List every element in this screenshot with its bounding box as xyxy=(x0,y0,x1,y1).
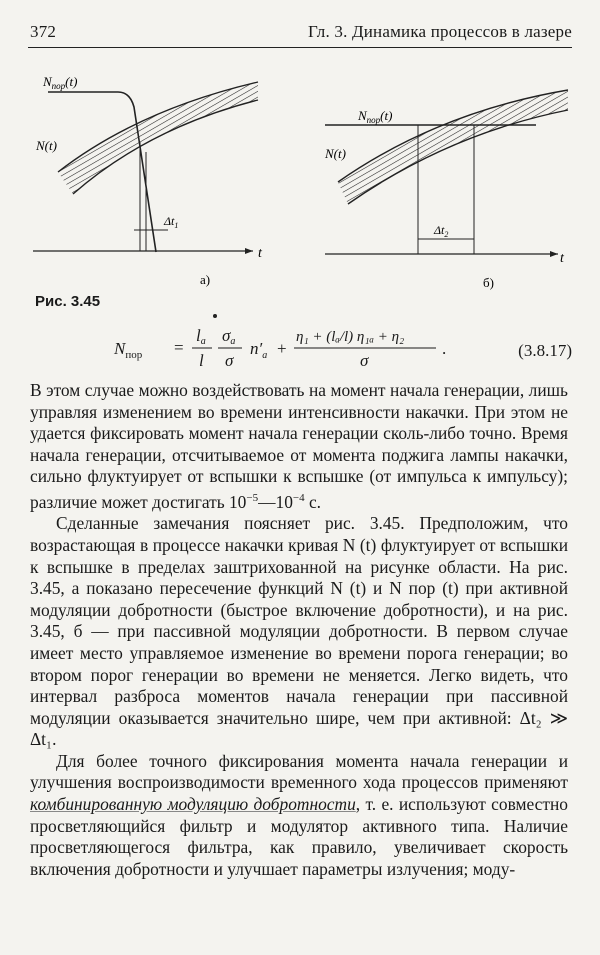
equation-number: (3.8.17) xyxy=(518,341,572,360)
figure-3-45 xyxy=(28,62,573,302)
p1-exp1: −5 xyxy=(246,491,259,504)
p1-text: В этом случае можно воздействовать на момент начала генерации, лишь управляя изменением во времени интенсивности накачки. При этом не удается фиксировать момент начала генерации сколь-либо точно. Время начала генерации, отсчитываемое от момента поджига лампы накачки, сильно флуктуирует от вспышки к вспышке (от импульса к импульсу); различие может достигать 10 xyxy=(30,380,568,512)
figure-svg xyxy=(28,62,573,302)
panel-b xyxy=(324,90,568,290)
paragraph-2: Сделанные замечания поясняет рис. 3.45. Предположим, что возрастающая в процессе накачки кривая N (t) флуктуирует от вспышки к вспышке в пределах заштрихованной на рисунке области. На рис. 3.45, а показано пересечение функций N (t) и N пор (t) при активной модуляции добротности (быстрое включение добротности), и на рис. 3.45, б — при пассивной модуляции добротности. В первом случае имеет место управляемое изменение во времени порога генерации; во втором порог генерации во времени не меняется. Легко видеть, что интервал разброса моментов начала генерации при пассивной модуляции оказывается значительно шире, чем при активной: Δt₂ ≫ Δt₁. xyxy=(30,513,568,750)
panel-a xyxy=(33,74,263,287)
p1-exp2: −4 xyxy=(292,491,305,504)
eq-lhs: $N_{пор}$ xyxy=(114,339,143,361)
equation-svg xyxy=(110,323,530,373)
page-header xyxy=(30,22,572,46)
panel-b-threshold-label: $N_{пор}(t)$ xyxy=(358,108,393,125)
eq-t4-num: η₁ + (lₐ/l) η₁ₐ + η₂ xyxy=(296,329,405,345)
eq-t2-num: σa xyxy=(222,326,236,347)
p1-end: с. xyxy=(304,491,322,512)
panel-a-axis-arrow xyxy=(245,248,253,254)
eq-plus: + xyxy=(277,339,287,358)
eq-t2-den: σ xyxy=(225,351,234,370)
stray-dot xyxy=(213,314,217,318)
panel-b-n-label: N(t) xyxy=(325,146,346,161)
eq-t1-num: la xyxy=(196,326,206,347)
panel-a-interval-label: $\Delta t_1$ xyxy=(164,214,179,230)
panel-b-hatched-band xyxy=(338,90,568,204)
panel-a-axis-label: t xyxy=(258,246,262,261)
p3-start: Для более точного фиксирования момента начала генерации и улучшения воспроизводимости временного хода процессов применяют xyxy=(30,750,568,793)
paragraph-1 xyxy=(30,380,568,513)
eq-t4-den: σ xyxy=(360,351,369,370)
page-number: 372 xyxy=(30,22,57,41)
panel-a-threshold-label: $N_{пор}(t)$ xyxy=(43,74,78,91)
p1-mid: —10 xyxy=(258,491,293,512)
running-title: Гл. 3. Динамика процессов в лазере xyxy=(308,22,572,41)
figure-caption: Рис. 3.45 xyxy=(35,293,101,310)
p3-italic: комбинированную модуляцию добротности xyxy=(30,794,356,815)
paragraph-3 xyxy=(30,751,568,881)
eq-t1-den: l xyxy=(199,351,204,370)
panel-a-hatched-band xyxy=(58,82,258,194)
eq-equals: = xyxy=(174,338,184,357)
panel-b-axis-label: t xyxy=(560,251,564,266)
equation-3-8-17 xyxy=(80,323,580,373)
panel-b-interval-label: $\Delta t_2$ xyxy=(434,223,449,239)
eq-t3: $n'_a$ xyxy=(250,339,268,361)
panel-a-n-label: N(t) xyxy=(36,138,57,153)
header-rule xyxy=(28,47,572,48)
panel-b-label: б) xyxy=(483,275,494,290)
eq-period: . xyxy=(442,339,447,358)
panel-b-axis-arrow xyxy=(550,251,558,257)
body-text xyxy=(30,380,568,880)
p3-end: , т. е. используют совместно просветляющийся фильтр и модулятор активного типа. Наличие просветляющегося фильтра, как правило, увеличивает скорость включения добротности и улучшает параметры излучения; моду- xyxy=(30,794,568,879)
panel-a-label: а) xyxy=(200,272,211,287)
